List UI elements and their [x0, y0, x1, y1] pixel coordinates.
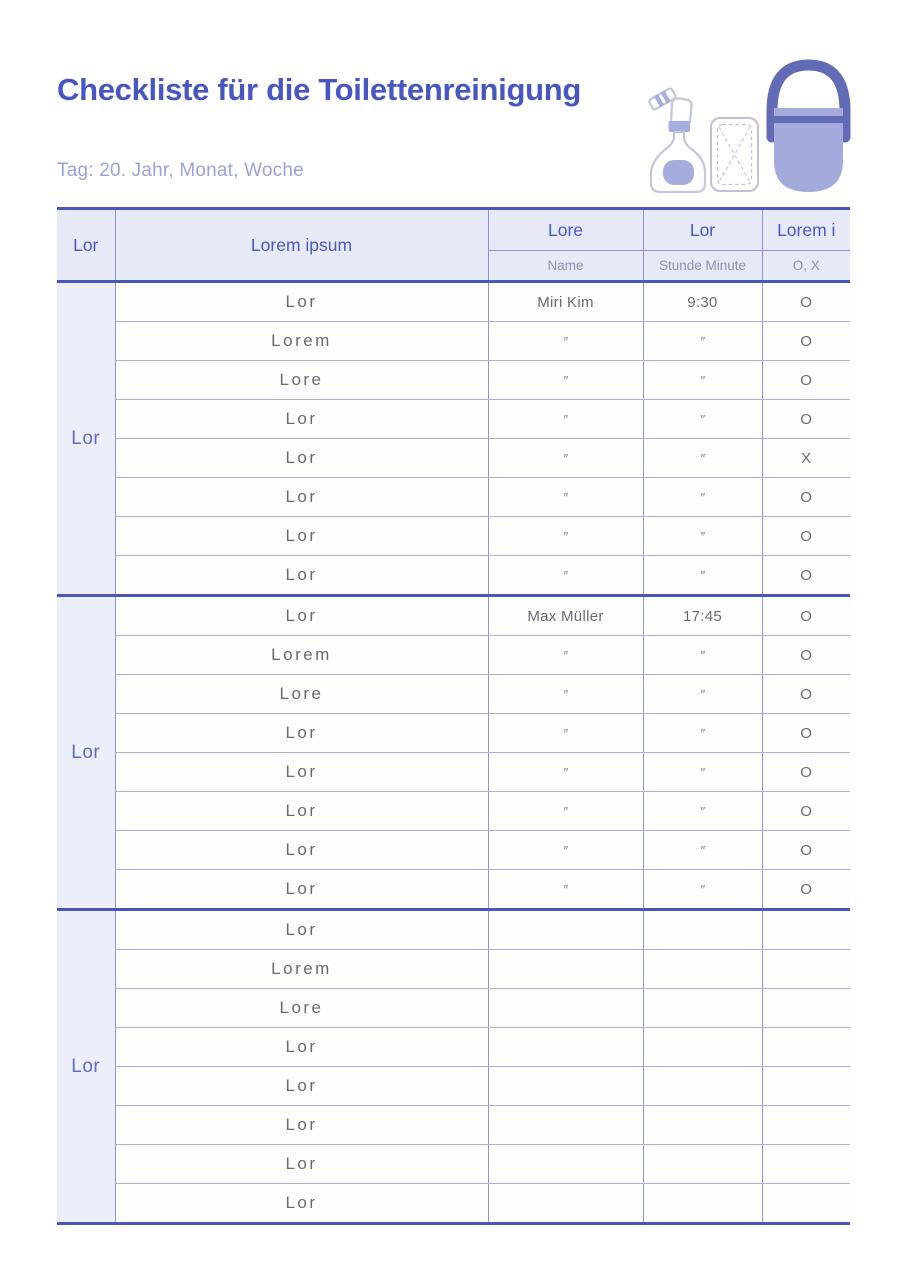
cell-name	[488, 1184, 643, 1224]
cell-name	[488, 792, 643, 831]
subheader-name: Name	[488, 251, 643, 282]
ditto-mark: ″	[700, 450, 705, 466]
ditto-mark: ″	[700, 489, 705, 505]
table-group	[57, 910, 850, 1224]
table-header	[57, 209, 850, 282]
ditto-mark: ″	[700, 725, 705, 741]
table-row	[57, 400, 850, 439]
cell-time	[643, 478, 762, 517]
cell-check	[762, 989, 850, 1028]
cell-time	[643, 556, 762, 596]
cell-check	[762, 910, 850, 950]
cell-check: O	[762, 792, 850, 831]
cell-task: Lor	[115, 753, 488, 792]
cell-name	[488, 1067, 643, 1106]
page-title: Checkliste für die Toilettenreinigung	[57, 72, 581, 107]
table-group	[57, 282, 850, 596]
cell-task: Lor	[115, 831, 488, 870]
group-label: Lor	[57, 910, 115, 1224]
ditto-mark: ″	[700, 686, 705, 702]
cell-name	[488, 322, 643, 361]
cleaning-supplies-illustration	[641, 53, 856, 193]
cell-name	[488, 1028, 643, 1067]
table-row	[57, 753, 850, 792]
ditto-mark: ″	[700, 842, 705, 858]
cell-name	[488, 517, 643, 556]
ditto-mark: ″	[700, 372, 705, 388]
table-row	[57, 675, 850, 714]
cell-time	[643, 361, 762, 400]
ditto-mark: ″	[563, 881, 568, 897]
cell-check: O	[762, 322, 850, 361]
ditto-mark: ″	[563, 372, 568, 388]
cell-check: O	[762, 831, 850, 870]
cell-check: O	[762, 282, 850, 322]
date-line: Tag: 20. Jahr, Monat, Woche	[57, 160, 304, 181]
ditto-mark: ″	[700, 333, 705, 349]
checklist-table	[57, 207, 850, 1225]
cell-name	[488, 400, 643, 439]
cell-task: Lore	[115, 361, 488, 400]
ditto-mark: ″	[700, 881, 705, 897]
ditto-mark: ″	[563, 450, 568, 466]
ditto-mark: ″	[700, 803, 705, 819]
cell-name	[488, 753, 643, 792]
cell-task: Lorem	[115, 636, 488, 675]
table-row	[57, 1145, 850, 1184]
cell-task: Lor	[115, 1067, 488, 1106]
cell-check	[762, 1145, 850, 1184]
table-row	[57, 282, 850, 322]
cell-name: Max Müller	[488, 596, 643, 636]
cell-task: Lor	[115, 439, 488, 478]
ditto-mark: ″	[700, 411, 705, 427]
cell-task: Lor	[115, 596, 488, 636]
table-row	[57, 556, 850, 596]
cell-task: Lor	[115, 517, 488, 556]
ditto-mark: ″	[563, 803, 568, 819]
cell-time	[643, 950, 762, 989]
cell-name	[488, 478, 643, 517]
cell-time	[643, 1028, 762, 1067]
cell-task: Lor	[115, 400, 488, 439]
cell-task: Lor	[115, 478, 488, 517]
table-row	[57, 989, 850, 1028]
ditto-mark: ″	[563, 725, 568, 741]
table-row	[57, 322, 850, 361]
subheader-check: O, X	[762, 251, 850, 282]
cell-time	[643, 1184, 762, 1224]
cell-task: Lor	[115, 1106, 488, 1145]
ditto-mark: ″	[700, 567, 705, 583]
cell-task: Lore	[115, 989, 488, 1028]
header-time: Lor	[643, 209, 762, 251]
table-row	[57, 831, 850, 870]
cell-check	[762, 1067, 850, 1106]
ditto-mark: ″	[563, 489, 568, 505]
ditto-mark: ″	[563, 764, 568, 780]
cell-time	[643, 636, 762, 675]
cell-check: O	[762, 675, 850, 714]
cell-time	[643, 1106, 762, 1145]
header-name: Lore	[488, 209, 643, 251]
table-row	[57, 439, 850, 478]
cell-task: Lor	[115, 1145, 488, 1184]
cell-time	[643, 517, 762, 556]
table-row	[57, 636, 850, 675]
cell-time	[643, 753, 762, 792]
cell-name	[488, 870, 643, 910]
table-row	[57, 596, 850, 636]
table-row	[57, 1028, 850, 1067]
cell-time	[643, 714, 762, 753]
cell-name	[488, 714, 643, 753]
table-row	[57, 910, 850, 950]
cell-check	[762, 1106, 850, 1145]
cell-name	[488, 1145, 643, 1184]
cell-check	[762, 1028, 850, 1067]
checklist-table-wrap	[57, 207, 850, 1225]
subheader-time: Stunde Minute	[643, 251, 762, 282]
cell-name: Miri Kim	[488, 282, 643, 322]
cell-name	[488, 989, 643, 1028]
cell-check: O	[762, 517, 850, 556]
cell-name	[488, 950, 643, 989]
table-row	[57, 950, 850, 989]
ditto-mark: ″	[563, 528, 568, 544]
table-row	[57, 361, 850, 400]
header-task: Lorem ipsum	[115, 209, 488, 282]
table-row	[57, 714, 850, 753]
bucket-icon	[768, 65, 849, 192]
cell-time	[643, 989, 762, 1028]
ditto-mark: ″	[563, 567, 568, 583]
cell-time: 17:45	[643, 596, 762, 636]
ditto-mark: ″	[700, 764, 705, 780]
ditto-mark: ″	[700, 528, 705, 544]
cell-task: Lor	[115, 556, 488, 596]
cell-check: O	[762, 478, 850, 517]
cell-check: O	[762, 556, 850, 596]
cell-task: Lor	[115, 1028, 488, 1067]
header-top-row	[57, 209, 850, 251]
ditto-mark: ″	[563, 842, 568, 858]
ditto-mark: ″	[563, 333, 568, 349]
cell-name	[488, 439, 643, 478]
spray-bottle-icon	[648, 87, 705, 192]
cell-name	[488, 675, 643, 714]
table-row	[57, 478, 850, 517]
header-check: Lorem i	[762, 209, 850, 251]
cell-check: O	[762, 636, 850, 675]
cell-time	[643, 870, 762, 910]
cell-check	[762, 950, 850, 989]
table-group	[57, 596, 850, 910]
cell-time	[643, 792, 762, 831]
table-row	[57, 870, 850, 910]
cell-check: O	[762, 753, 850, 792]
cell-time	[643, 1067, 762, 1106]
cell-time	[643, 675, 762, 714]
table-row	[57, 517, 850, 556]
cell-check	[762, 1184, 850, 1224]
table-row	[57, 1067, 850, 1106]
cell-task: Lor	[115, 714, 488, 753]
ditto-mark: ″	[700, 647, 705, 663]
cell-check: O	[762, 596, 850, 636]
cell-time	[643, 400, 762, 439]
cell-time	[643, 322, 762, 361]
cell-task: Lorem	[115, 322, 488, 361]
cleaning-cloth-icon	[711, 118, 758, 191]
cell-task: Lor	[115, 910, 488, 950]
cell-time	[643, 1145, 762, 1184]
cell-check: O	[762, 361, 850, 400]
table-row	[57, 1106, 850, 1145]
cell-task: Lor	[115, 282, 488, 322]
cell-check: O	[762, 714, 850, 753]
cell-check: X	[762, 439, 850, 478]
cell-name	[488, 1106, 643, 1145]
group-label: Lor	[57, 282, 115, 596]
table-row	[57, 792, 850, 831]
cell-task: Lor	[115, 870, 488, 910]
cell-name	[488, 556, 643, 596]
cell-time	[643, 831, 762, 870]
group-label: Lor	[57, 596, 115, 910]
cell-name	[488, 636, 643, 675]
cell-name	[488, 910, 643, 950]
cell-name	[488, 361, 643, 400]
cell-check: O	[762, 400, 850, 439]
cell-time	[643, 439, 762, 478]
cell-check: O	[762, 870, 850, 910]
cell-time: 9:30	[643, 282, 762, 322]
cell-task: Lore	[115, 675, 488, 714]
cell-name	[488, 831, 643, 870]
ditto-mark: ″	[563, 686, 568, 702]
ditto-mark: ″	[563, 647, 568, 663]
cell-task: Lor	[115, 792, 488, 831]
cell-time	[643, 910, 762, 950]
header-group: Lor	[57, 209, 115, 282]
cell-task: Lorem	[115, 950, 488, 989]
table-row	[57, 1184, 850, 1224]
cell-task: Lor	[115, 1184, 488, 1224]
ditto-mark: ″	[563, 411, 568, 427]
